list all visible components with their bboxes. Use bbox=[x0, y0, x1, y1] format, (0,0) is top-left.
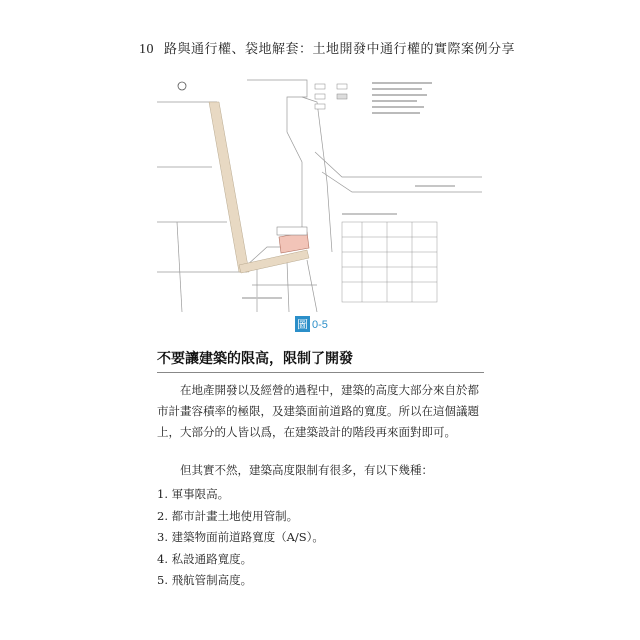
list-item: 3. 建築物面前道路寬度（A/S）。 bbox=[157, 530, 324, 544]
page-number: 10 bbox=[139, 42, 154, 57]
body-paragraph bbox=[157, 460, 487, 481]
site-plan-figure bbox=[157, 72, 482, 312]
section-heading: 不要讓建築的限高，限制了開發 bbox=[157, 348, 484, 373]
list-item: 1. 軍事限高。 bbox=[157, 487, 230, 501]
caption-number: 0-5 bbox=[312, 319, 328, 331]
header-title: 路與通行權、袋地解套：土地開發中通行權的實際案例分享 bbox=[164, 42, 516, 57]
running-header bbox=[139, 38, 515, 58]
list-item: 4. 私設通路寬度。 bbox=[157, 551, 253, 566]
paragraph-text: 但其實不然，建築高度限制有很多，有以下幾種： bbox=[180, 463, 433, 477]
paragraph-text: 在地產開發以及經營的過程中，建築的高度大部分來自於都市計畫容積率的極限，及建築面前道路的寬度。所以在這個議題上，大部分的人皆以爲，在建築設計的階段再來面對即可。 bbox=[157, 383, 479, 439]
list-item: 2. 都市計畫土地使用管制。 bbox=[157, 508, 299, 523]
list-item: 5. 飛航管制高度。 bbox=[157, 573, 253, 587]
caption-label: 圖 bbox=[295, 316, 310, 332]
height-limit-list bbox=[157, 484, 324, 592]
figure-caption bbox=[295, 316, 328, 332]
body-paragraph bbox=[157, 380, 487, 443]
